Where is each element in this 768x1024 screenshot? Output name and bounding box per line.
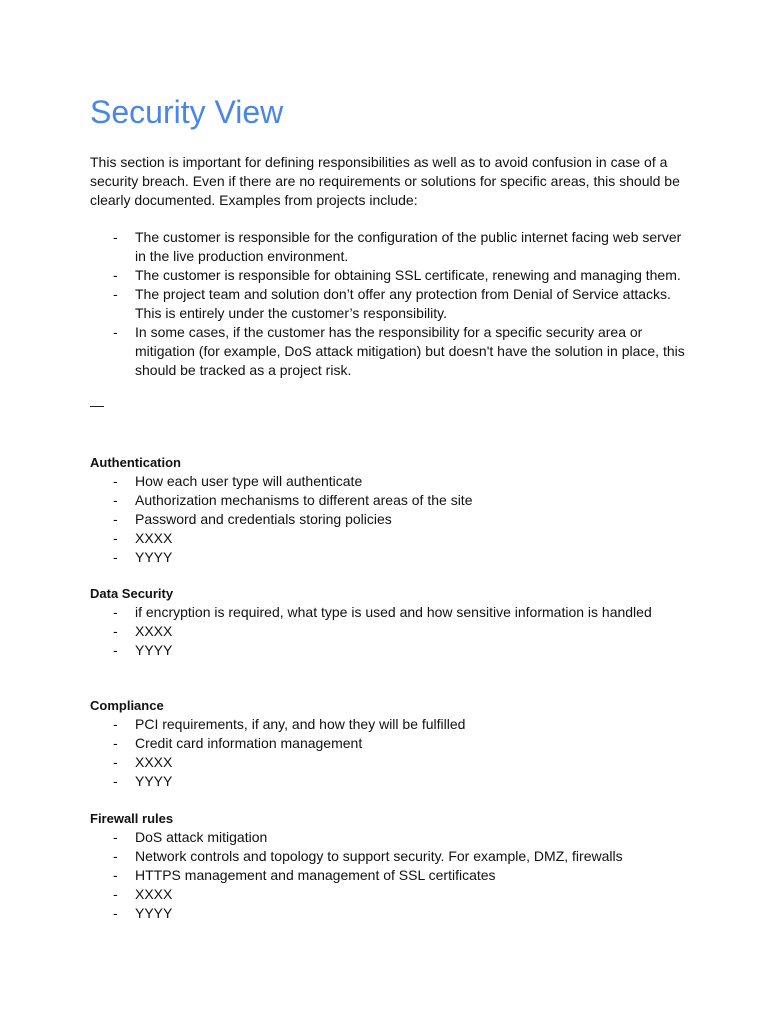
bullet-dash: - bbox=[113, 642, 118, 658]
bullet-dash: - bbox=[113, 324, 118, 340]
list-item-text: YYYY bbox=[135, 642, 173, 658]
list-item bbox=[90, 772, 690, 791]
list-item-text: XXXX bbox=[135, 530, 173, 546]
list-item bbox=[90, 603, 690, 622]
intro-bullet-list bbox=[90, 228, 685, 380]
list-item-text: XXXX bbox=[135, 886, 173, 902]
section-heading: Firewall rules bbox=[90, 811, 174, 826]
bullet-dash: - bbox=[113, 604, 118, 620]
list-item-text: The customer is responsible for the configuration of the public internet facing web server in the live production environment. bbox=[135, 229, 682, 264]
section-heading: Compliance bbox=[90, 698, 164, 713]
list-item bbox=[90, 510, 690, 529]
list-item bbox=[90, 734, 690, 753]
bullet-dash: - bbox=[113, 549, 118, 565]
bullet-dash: - bbox=[113, 229, 118, 245]
section-authentication bbox=[90, 453, 690, 567]
list-item-text: PCI requirements, if any, and how they will be fulfilled bbox=[135, 716, 466, 732]
list-item-text: XXXX bbox=[135, 754, 173, 770]
list-item-text: YYYY bbox=[135, 773, 173, 789]
list-item bbox=[90, 228, 685, 266]
bullet-dash: - bbox=[113, 492, 118, 508]
bullet-dash: - bbox=[113, 735, 118, 751]
section-bullet-list bbox=[90, 472, 690, 567]
list-item bbox=[90, 904, 690, 923]
list-item-text: How each user type will authenticate bbox=[135, 473, 363, 489]
list-item bbox=[90, 866, 690, 885]
list-item bbox=[90, 641, 690, 660]
bullet-dash: - bbox=[113, 886, 118, 902]
list-item bbox=[90, 266, 685, 285]
section-data-security bbox=[90, 584, 690, 660]
bullet-dash: - bbox=[113, 848, 118, 864]
page-title: Security View bbox=[90, 94, 284, 130]
section-heading: Data Security bbox=[90, 586, 174, 601]
list-item-text: The customer is responsible for obtaining SSL certificate, renewing and managing them. bbox=[135, 267, 681, 283]
bullet-dash: - bbox=[113, 829, 118, 845]
list-item bbox=[90, 753, 690, 772]
list-item-text: Credit card information management bbox=[135, 735, 363, 751]
bullet-dash: - bbox=[113, 267, 118, 283]
section-bullet-list bbox=[90, 715, 690, 791]
list-item bbox=[90, 285, 685, 323]
list-item-text: if encryption is required, what type is used and how sensitive information is handled bbox=[135, 604, 652, 620]
list-item bbox=[90, 548, 690, 567]
list-item-text: In some cases, if the customer has the responsibility for a specific security area or mitigation (for example, DoS attack mitigation) but doesn't have the solution in place, this should be tracked as a project risk. bbox=[135, 324, 685, 378]
bullet-dash: - bbox=[113, 754, 118, 770]
list-item-text: XXXX bbox=[135, 623, 173, 639]
list-item-text: The project team and solution don’t offer any protection from Denial of Service attacks. This is entirely under the customer’s responsibility. bbox=[135, 286, 671, 321]
list-item-text: YYYY bbox=[135, 549, 173, 565]
bullet-dash: - bbox=[113, 773, 118, 789]
bullet-dash: - bbox=[113, 623, 118, 639]
section-bullet-list bbox=[90, 828, 690, 923]
list-item bbox=[90, 472, 690, 491]
intro-paragraph: This section is important for defining responsibilities as well as to avoid confusion in case of a security breach. Even if there are no requirements or solutions for specific areas, this should be clearly documented. Examples from projects include: bbox=[90, 154, 680, 208]
list-item-text: DoS attack mitigation bbox=[135, 829, 268, 845]
list-item bbox=[90, 885, 690, 904]
list-item bbox=[90, 491, 690, 510]
bullet-dash: - bbox=[113, 530, 118, 546]
list-item-text: Network controls and topology to support security. For example, DMZ, firewalls bbox=[135, 848, 623, 864]
bullet-dash: - bbox=[113, 867, 118, 883]
section-bullet-list bbox=[90, 603, 690, 660]
list-item-text: YYYY bbox=[135, 905, 173, 921]
list-item-text: HTTPS management and management of SSL certificates bbox=[135, 867, 496, 883]
bullet-dash: - bbox=[113, 511, 118, 527]
bullet-dash: - bbox=[113, 473, 118, 489]
section-compliance bbox=[90, 696, 690, 791]
list-item-text: Password and credentials storing policies bbox=[135, 511, 392, 527]
list-item bbox=[90, 715, 690, 734]
list-item bbox=[90, 622, 690, 641]
list-item bbox=[90, 529, 690, 548]
bullet-dash: - bbox=[113, 905, 118, 921]
section-heading: Authentication bbox=[90, 455, 181, 470]
section-firewall-rules bbox=[90, 809, 690, 923]
bullet-dash: - bbox=[113, 716, 118, 732]
list-item bbox=[90, 828, 690, 847]
bullet-dash: - bbox=[113, 286, 118, 302]
list-item bbox=[90, 323, 685, 380]
list-item-text: Authorization mechanisms to different areas of the site bbox=[135, 492, 473, 508]
list-item bbox=[90, 847, 690, 866]
section-separator: — bbox=[90, 397, 104, 413]
